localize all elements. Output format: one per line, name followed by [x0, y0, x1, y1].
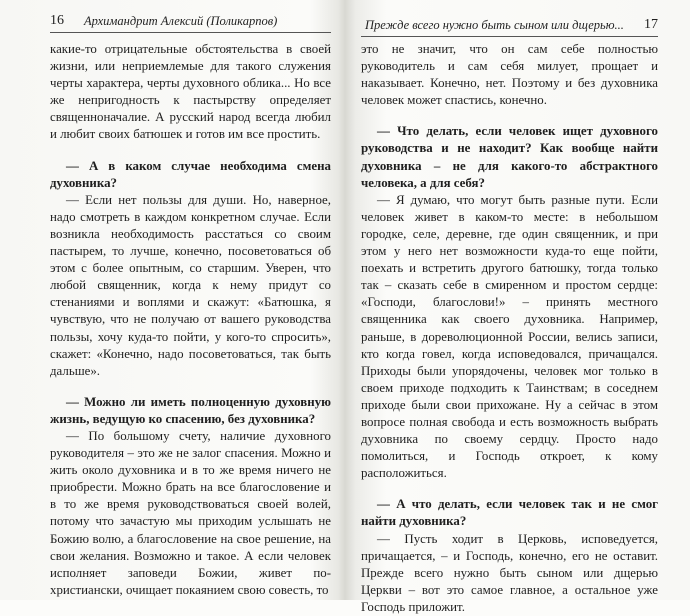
answer-paragraph: — По большому счету, наличие духовного руководителя – это же не залог спасения. Можно и жить около духовника и в то же время ничего не приобрести. Можно брать на все благословение и в то же время руководствоваться своей волей, потому что зачастую мы приходим услышать не Божию волю, а благословение на свое решение, на свои желания. Возможно и такое. А если человек исполняет заповеди Божии, живет по-христиански, очищает покаянием свою совесть, то — [50, 428, 331, 597]
right-running-head — [361, 14, 658, 37]
question-heading: — Что делать, если человек ищет духовного руководства и не находит? Как вообще найти духовника – не для какого-то абстрактного человека, а для себя? — [361, 124, 658, 190]
question-heading: — А что делать, если человек так и не смог найти духовника? — [361, 497, 658, 529]
right-page — [345, 0, 690, 614]
paragraph: это не значит, что он сам себе полностью руководитель и сам себя милует, прощает и наказывает. Конечно, нет. Поэтому и без духовника человек может спастись, конечно. — [361, 42, 658, 108]
left-page — [0, 0, 345, 600]
right-page-text — [361, 41, 658, 616]
page-number-right: 17 — [644, 17, 658, 32]
question-heading: — А в каком случае необходима смена духовника? — [50, 158, 331, 190]
left-page-text — [50, 41, 331, 599]
paragraph: какие-то отрицательные обстоятельства в своей жизни, или неприемлемые для такого служения черты характера, черты духовного облика... Но все же непригодность к пастырству определяет священноначалие. А русский народ всегда любил и любит своих батюшек и готов им все простить. — [50, 42, 331, 142]
left-running-title: Архимандрит Алексий (Поликарпов) — [84, 14, 278, 28]
question-heading: — Можно ли иметь полноценную духовную жизнь, ведущую ко спасению, без духовника? — [50, 394, 331, 426]
answer-paragraph: — Пусть ходит в Церковь, исповедуется, причащается, – и Господь, конечно, его не оставит. Прежде всего нужно быть сыном или дщерью Церкви – вот это самое главное, а остальное уже Господь приложит. — [361, 531, 658, 614]
answer-paragraph: — Я думаю, что могут быть разные пути. Если человек живет в каком-то месте: в небольшом городке, селе, деревне, где один священник, и при этом у него нет возможности куда-то еще пойти, поехать и встретить другого батюшку, тогда только так – сказать себе в смиренном и простом сердце: «Господи, благослови!» – принять местного священника как своего духовника. Например, раньше, в дореволюционной России, велись записи, кто когда говел, когда исповедовался, причащался. Приходы были упорядочены, человек мог только в своем приходе подходить к Таинствам; в соседнем приходе были свои прихожане. Ну а сейчас в этом вопросе полная свобода и есть возможность выбрать духовника по своему сердцу. Просто надо помолиться, и Господь откроет, к кому расположиться. — [361, 192, 658, 481]
right-running-title: Прежде всего нужно быть сыном или дщерью... — [365, 18, 624, 32]
left-running-head — [50, 10, 331, 33]
answer-paragraph: — Если нет пользы для души. Но, наверное, надо смотреть в каждом конкретном случае. Если возникла необходимость расстаться со своим пастырем, то лучше, конечно, посоветоваться об этом с более опытным, со старшим. Уверен, что любой священник, когда к нему придут со стенаниями и воплями и скажут: «Батюшка, я чувствую, что не получаю от вашего руководства пользы, хочу куда-то пойти, у кого-то спросить», скажет: «Конечно, надо посоветоваться, так быть дальше». — [50, 192, 331, 378]
page-number-left: 16 — [50, 13, 64, 28]
